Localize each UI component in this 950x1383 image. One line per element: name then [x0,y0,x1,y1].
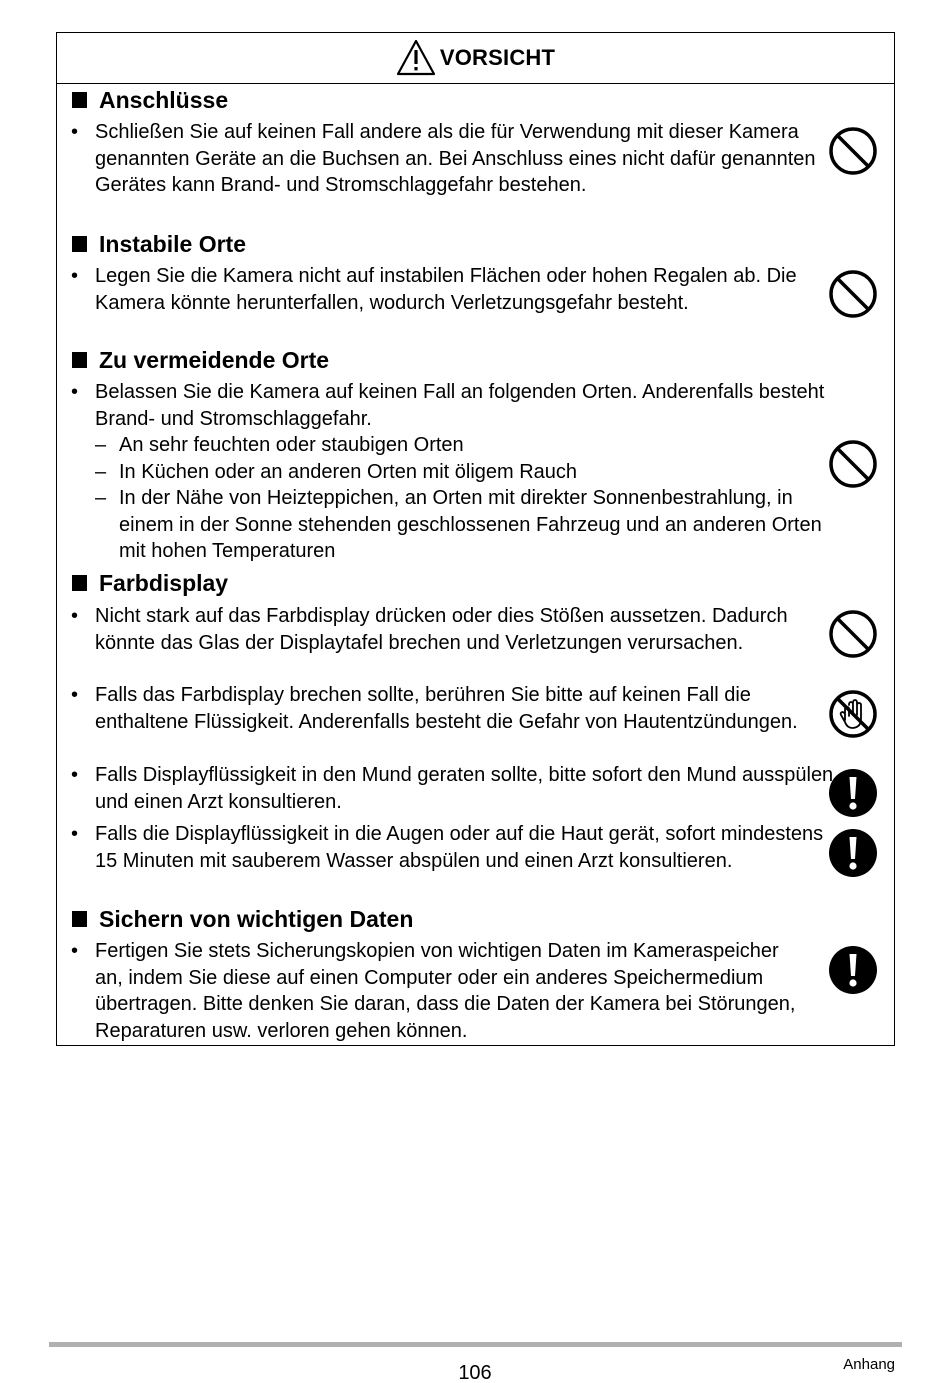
list-item [71,263,841,316]
footer-rule [49,1342,902,1347]
bullet-mark: • [71,265,79,287]
sub-list-item [95,432,835,459]
bullet-text: Legen Sie die Kamera nicht auf instabilen Flächen oder hohen Regalen ab. Die Kamera könnte herunterfallen, wodurch Verletzungsgefahr besteht. [95,265,797,314]
square-bullet-icon [72,575,87,591]
section-heading-zu-vermeidende-orte [72,346,329,374]
sub-list-item [95,485,835,565]
sub-item-text: An sehr feuchten oder staubigen Orten [119,434,464,456]
sub-list [71,432,871,565]
caution-box [56,32,895,1046]
list-item [71,603,841,656]
section-heading-text: Anschlüsse [99,87,229,113]
list-item [71,762,841,815]
sub-list-item [95,459,835,486]
bullet-mark: • [71,684,79,706]
section-heading-anschluesse [72,86,228,114]
list-item [71,119,841,199]
square-bullet-icon [72,236,87,252]
bullet-text: Fertigen Sie stets Sicherungskopien von wichtigen Daten im Kameraspeicher an, indem Sie diese auf einen Computer oder ein anderes Speichermedium übertragen. Bitte denken Sie daran, dass die Daten der Kamera bei Störungen, Reparaturen usw. verloren gehen können. [95,940,796,1042]
dash-mark: – [95,434,107,456]
warning-triangle-icon [396,39,436,77]
page-number: 106 [458,1362,492,1383]
bullet-mark: • [71,940,79,962]
bullet-mark: • [71,381,79,403]
bullet-text: Nicht stark auf das Farbdisplay drücken oder dies Stößen aussetzen. Dadurch könnte das Glas der Displaytafel brechen und Verletzungen verursachen. [95,605,788,654]
section-heading-text: Zu vermeidende Orte [99,347,330,373]
bullet-text: Falls die Displayflüssigkeit in die Augen oder auf die Haut gerät, sofort mindestens 15 Minuten mit sauberem Wasser abspülen und einen Arzt konsultieren. [95,823,824,872]
bullet-text: Falls das Farbdisplay brechen sollte, berühren Sie bitte auf keinen Fall die enthaltene Flüssigkeit. Anderenfalls besteht die Gefahr von Hautentzündungen. [95,684,798,733]
list-item [71,821,841,874]
footer-section-label: Anhang [843,1356,895,1373]
sub-item-text: In Küchen oder an anderen Orten mit öligem Rauch [119,460,578,483]
mandatory-action-icon [828,768,878,818]
caution-title: VORSICHT [439,45,556,70]
dash-mark: – [95,487,107,509]
no-touch-icon [828,689,878,739]
prohibition-icon [828,609,878,659]
caution-header [57,33,894,84]
bullet-mark: • [71,605,79,627]
section-heading-sichern-von-wichtigen-daten [72,905,413,933]
prohibition-icon [828,126,878,176]
sub-item-text: In der Nähe von Heizteppichen, an Orten mit direkter Sonnenbestrahlung, in einem in der Sonne stehenden geschlossenen Fahrzeug und an anderen Orten mit hohen Temperaturen [119,487,822,562]
mandatory-action-icon [828,945,878,995]
dash-mark: – [95,460,107,483]
section-heading-instabile-orte [72,230,246,258]
mandatory-action-icon [828,828,878,878]
list-item [71,379,871,565]
bullet-mark: • [71,764,79,786]
bullet-text: Falls Displayflüssigkeit in den Mund geraten sollte, bitte sofort den Mund ausspülen und einen Arzt konsultieren. [95,764,834,813]
square-bullet-icon [72,92,87,108]
square-bullet-icon [72,911,87,927]
section-heading-text: Instabile Orte [99,231,246,257]
section-heading-text: Farbdisplay [99,570,229,596]
section-heading-text: Sichern von wichtigen Daten [99,906,414,932]
prohibition-icon [828,269,878,319]
list-item [71,938,871,1044]
bullet-mark: • [71,121,79,143]
list-item [71,682,841,735]
bullet-text: Schließen Sie auf keinen Fall andere als die für Verwendung mit dieser Kamera genannten Geräte an die Buchsen an. Bei Anschluss eines nicht dafür genannten Gerätes kann Brand- und Stromschlaggefahr bestehen. [95,121,816,196]
bullet-mark: • [71,823,79,845]
square-bullet-icon [72,352,87,368]
section-heading-farbdisplay [72,569,228,597]
prohibition-icon [828,439,878,489]
bullet-text: Belassen Sie die Kamera auf keinen Fall an folgenden Orten. Anderenfalls besteht Brand- und Stromschlaggefahr. [95,381,825,430]
